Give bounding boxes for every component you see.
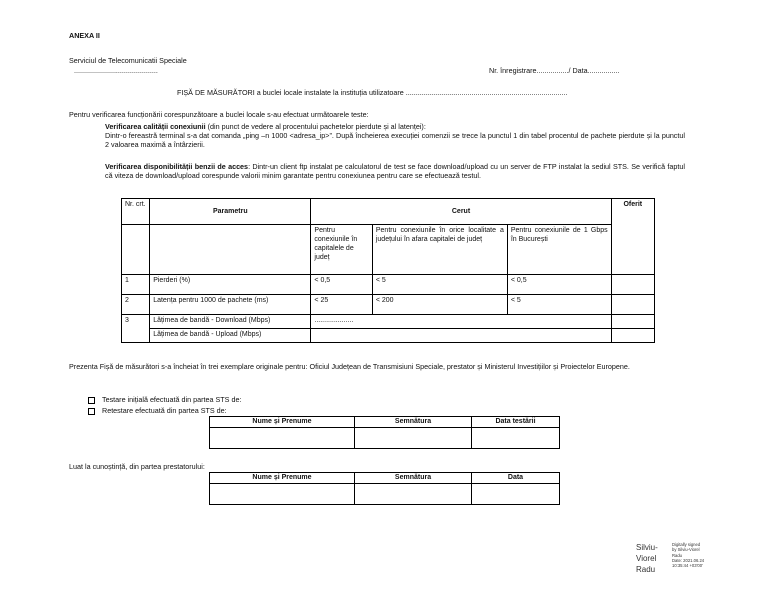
- row-param-download: Lățimea de bandă - Download (Mbps): [150, 315, 311, 329]
- row-c1: < 0,5: [311, 275, 372, 295]
- sig-cell-name: [210, 428, 355, 449]
- table-row: [122, 329, 655, 343]
- signature-details: Digitally signed by Silviu-Viorel Radu Date: 2021.06.24 10:35:44 +03'00': [672, 542, 705, 569]
- row-c3: < 5: [507, 295, 611, 315]
- row-oferit: [611, 315, 654, 329]
- check-retest-label: Retestare efectuată din partea STS de:: [102, 406, 227, 415]
- check-initial-label: Testare inițială efectuată din partea STS de:: [102, 395, 242, 404]
- check-initial: [88, 395, 241, 404]
- test-quality-body: Dintr-o fereastră terminal s-a dat comanda „ping –n 1000 <adresa_ip>”. După încheierea execuției comenzii se trece la punctul 1 din tabel procentul de pachete pierdute și la punctul 2 valoarea maximă a întârzierii.: [105, 131, 685, 149]
- row-oferit: [611, 329, 654, 343]
- sub-bucharest: Pentru conexiunile de 1 Gbps în București: [507, 225, 611, 275]
- row-c3: < 0,5: [507, 275, 611, 295]
- row-oferit: [611, 275, 654, 295]
- provider-signature-table: [209, 472, 560, 505]
- sig-header-signature: Semnătura: [355, 417, 472, 428]
- row-nr: 2: [122, 295, 150, 315]
- institution-name: Serviciul de Telecomunicatii Speciale: [69, 56, 187, 65]
- sig-header-name: Nume și Prenume: [210, 417, 355, 428]
- annex-label: ANEXA II: [69, 31, 100, 40]
- institution-dots: ..........................................: [74, 66, 158, 75]
- sig-header-date: Data: [472, 473, 560, 484]
- row-c1: < 25: [311, 295, 372, 315]
- sub-localities: Pentru conexiunile în orice localitate a județului în afara capitalei de județ: [372, 225, 507, 275]
- row-nr: 3: [122, 315, 150, 343]
- row-c2: < 200: [372, 295, 507, 315]
- test-bandwidth-body: : Dintr-un client ftp instalat pe calculatorul de test se face download/upload cu un server de FTP instalat la sediul STS. Se verifică faptul că viteza de download/upload corespunde valorii minim garantate pentru conexiunea pentru care se efectuează testul.: [105, 162, 685, 180]
- sig-cell-date: [472, 428, 560, 449]
- table-row: [122, 315, 655, 329]
- sub-capitals: Pentru conexiunile în capitalele de județ: [311, 225, 372, 275]
- header-nr: Nr. crt.: [122, 199, 150, 225]
- row-download-value: ....................: [311, 315, 611, 329]
- sig-cell-signature: [355, 484, 472, 505]
- row-param: Latența pentru 1000 de pachete (ms): [150, 295, 311, 315]
- sig-cell-name: [210, 484, 355, 505]
- header-parameter: Parametru: [150, 199, 311, 225]
- test-quality-heading-rest: (din punct de vedere al procentului pachetelor pierdute și al latenței):: [205, 122, 426, 131]
- row-upload-value: [311, 329, 611, 343]
- header-oferit: Oferit: [611, 199, 654, 275]
- row-oferit: [611, 295, 654, 315]
- row-param-upload: Lățimea de bandă - Upload (Mbps): [150, 329, 311, 343]
- form-title: FIȘĂ DE MĂSURĂTORI a buclei locale instalate la instituția utilizatoare .................................................................................: [177, 88, 568, 97]
- sub-empty-nr: [122, 225, 150, 275]
- test-bandwidth-heading: Verificarea disponibilității benzii de acces: [105, 162, 249, 171]
- test-quality-heading: Verificarea calității conexiunii: [105, 122, 206, 131]
- checkbox[interactable]: [88, 397, 95, 404]
- acknowledged-text: Luat la cunoștință, din partea prestatorului:: [69, 462, 205, 471]
- sig-cell-date: [472, 484, 560, 505]
- row-nr: 1: [122, 275, 150, 295]
- sig-header-signature: Semnătura: [355, 473, 472, 484]
- test-quality-section: [105, 122, 685, 149]
- sig-header-name: Nume și Prenume: [210, 473, 355, 484]
- table-row: [122, 275, 655, 295]
- intro-text: Pentru verificarea funcționării corespunzătoare a buclei locale s-au efectuat următoarele teste:: [69, 110, 369, 119]
- row-c2: < 5: [372, 275, 507, 295]
- test-bandwidth-section: [105, 162, 685, 180]
- checkbox[interactable]: [88, 408, 95, 415]
- table-row: [122, 295, 655, 315]
- header-cerut: Cerut: [311, 199, 611, 225]
- check-retest: [88, 406, 227, 415]
- closing-text: Prezenta Fișă de măsurători s-a încheiat în trei exemplare originale pentru: Oficiul Județean de Transmisiuni Speciale, prestator și Ministerul Investițiilor și Proiectelor Europene.: [69, 362, 630, 371]
- row-param: Pierderi (%): [150, 275, 311, 295]
- signer-name: Silviu- Viorel Radu: [636, 543, 658, 574]
- measurements-table: [121, 198, 655, 343]
- sig-header-date: Data testării: [472, 417, 560, 428]
- sig-cell-signature: [355, 428, 472, 449]
- sts-signature-table: [209, 416, 560, 449]
- registration-number: Nr. înregistrare................/ Data................: [489, 66, 620, 75]
- sub-empty-param: [150, 225, 311, 275]
